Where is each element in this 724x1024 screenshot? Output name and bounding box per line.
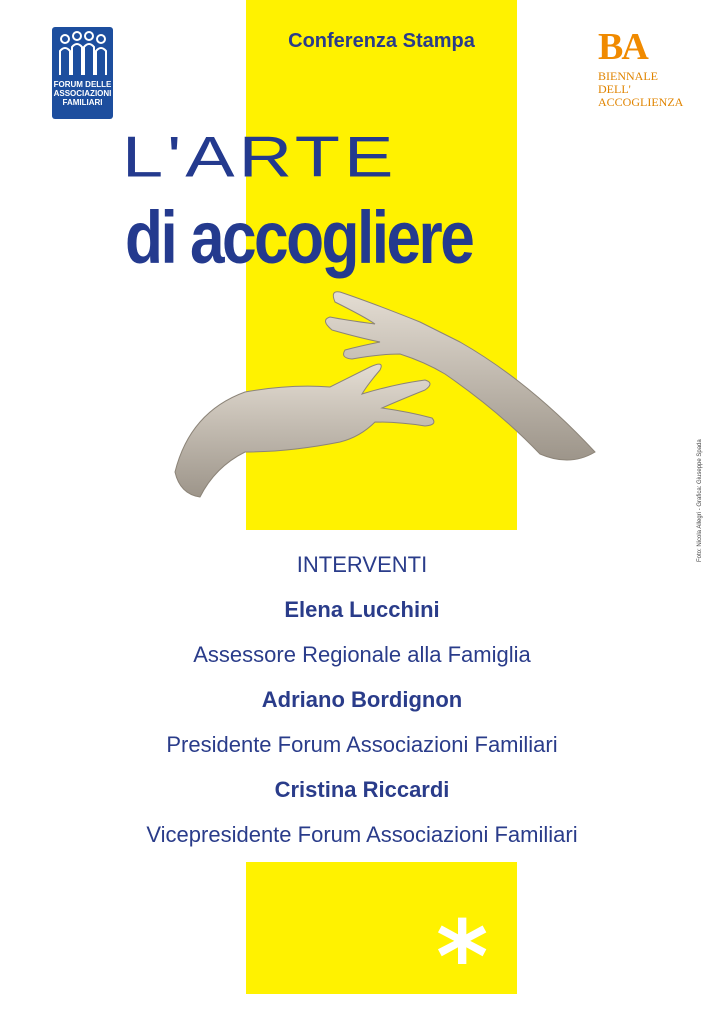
speaker-role: Presidente Forum Associazioni Familiari xyxy=(166,732,558,757)
biennale-logo xyxy=(598,26,708,109)
ba-logo-line: BIENNALE xyxy=(598,69,658,83)
speaker-role: Vicepresidente Forum Associazioni Familiari xyxy=(146,822,578,847)
interventi-section xyxy=(0,542,724,857)
speaker-name: Cristina Riccardi xyxy=(274,777,450,802)
forum-associazioni-logo xyxy=(52,27,113,119)
forum-logo-line: FORUM DELLE xyxy=(53,80,112,89)
press-conference-title: Conferenza Stampa xyxy=(288,30,475,52)
speaker-name: Elena Lucchini xyxy=(284,597,440,622)
ba-logo-text xyxy=(598,70,708,109)
forum-logo-line: ASSOCIAZIONI xyxy=(53,89,112,98)
forum-logo-line: FAMILIARI xyxy=(62,98,103,107)
speaker-role: Assessore Regionale alla Famiglia xyxy=(193,642,531,667)
headline-line-2: di accogliere xyxy=(125,196,473,279)
asterisk-icon: * xyxy=(436,899,489,1016)
family-figures-icon xyxy=(52,27,113,82)
speaker-name: Adriano Bordignon xyxy=(261,687,463,712)
ba-logo-mark: BA xyxy=(598,26,647,68)
embracing-arms-image xyxy=(170,262,610,502)
forum-logo-text xyxy=(52,80,113,107)
ba-logo-line: DELL' xyxy=(598,82,631,96)
interventi-heading: INTERVENTI xyxy=(296,552,428,577)
ba-logo-line: ACCOGLIENZA xyxy=(598,95,684,109)
photo-credit: Foto: Nicola Allegri - Grafica: Giuseppe Spada xyxy=(697,439,703,562)
headline-line-1: L'ARTE xyxy=(122,124,398,190)
